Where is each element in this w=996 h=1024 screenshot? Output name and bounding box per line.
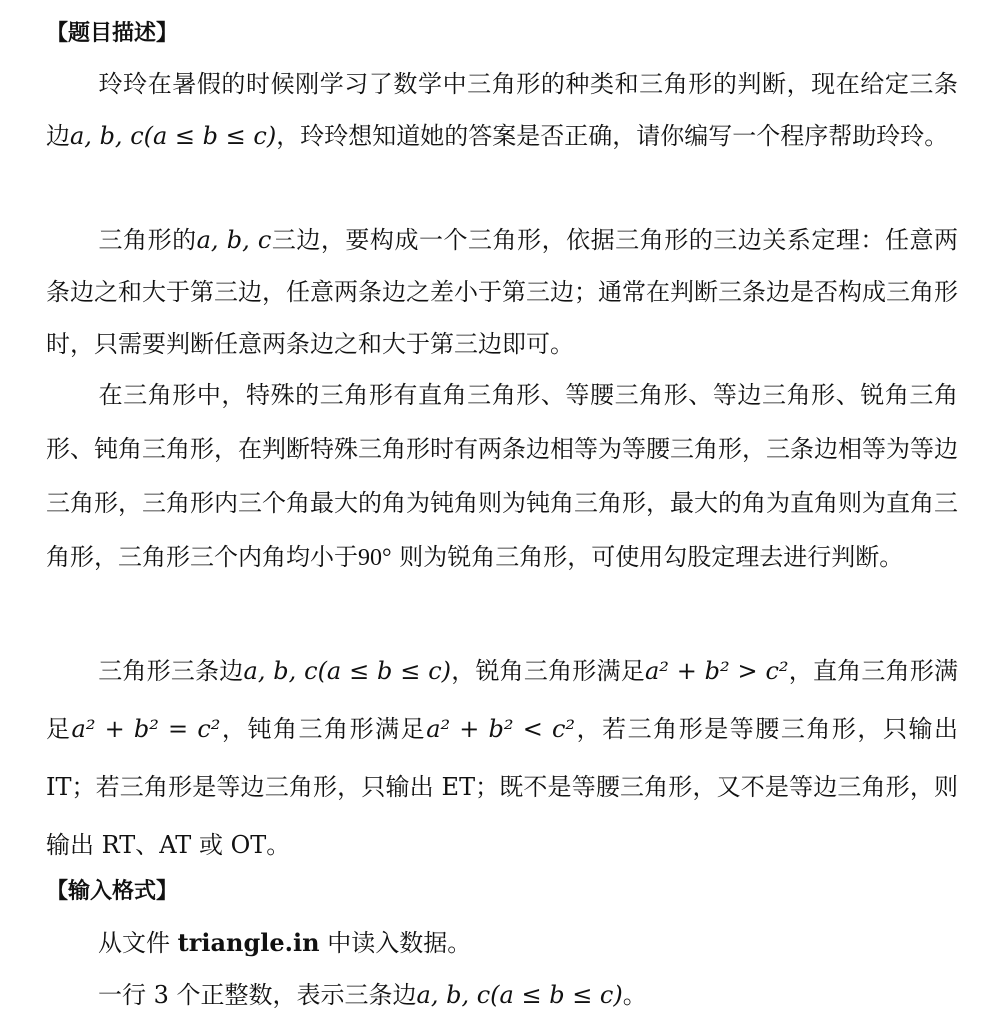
math-sides: a, b, c(a ≤ b ≤ c) <box>416 981 623 1009</box>
paragraph-text: 则为锐角三角形，可使用勾股定理去进行判断。 <box>391 543 904 571</box>
math-sides: a, b, c <box>196 226 272 254</box>
paragraph-classification <box>46 642 958 874</box>
paragraph-text: ，玲玲想知道她的答案是否正确，请你编写一个程序帮助玲玲。 <box>276 122 949 150</box>
paragraph-text: 玲玲在暑假的时候刚学习了数学中三角形的种类和三角形的判断，现在给定三条边 <box>46 70 958 150</box>
input-line-file <box>98 926 471 960</box>
math-sides: a, b, c(a ≤ b ≤ c) <box>70 122 277 150</box>
paragraph-text: ，直角三角形满足 <box>46 657 959 743</box>
heading-input-format: 【输入格式】 <box>46 878 179 904</box>
math-acute-condition: a² + b² > c² <box>644 657 789 685</box>
paragraph-special-triangles <box>46 368 958 585</box>
line-text: 从文件 <box>98 929 178 957</box>
paragraph-text: 三角形三条边 <box>98 657 244 685</box>
line-text: 。 <box>622 981 647 1009</box>
math-right-condition: a² + b² = c² <box>71 715 221 743</box>
paragraph-triangle-rule <box>46 214 958 370</box>
paragraph-text: 在三角形中，特殊的三角形有直角三角形、等腰三角形、等边三角形、锐角三角形、钝角三角形，在判断特殊三角形时有两条边相等为等腰三角形，三条边相等为等边三角形，三角形内三个角最大的角为钝角则为钝角三角形，最大的角为直角则为直角三角形，三角形三个内角均小于 <box>46 381 958 571</box>
math-sides: a, b, c(a ≤ b ≤ c) <box>243 657 452 685</box>
paragraph-text: ，若三角形是等腰三角形，只输出 IT；若三角形是等边三角形，只输出 ET；既不是等腰三角形，又不是等边三角形，则输出 RT、AT 或 OT。 <box>46 715 959 859</box>
paragraph-intro <box>46 58 958 162</box>
input-line-values <box>98 978 647 1012</box>
heading-description: 【题目描述】 <box>46 20 179 46</box>
line-text: 中读入数据。 <box>319 929 472 957</box>
paragraph-text: 三角形的 <box>98 226 197 254</box>
paragraph-text: ，锐角三角形满足 <box>451 657 645 685</box>
paragraph-text: ，钝角三角形满足 <box>220 715 427 743</box>
input-filename: triangle.in <box>177 928 320 957</box>
paragraph-text: 三边，要构成一个三角形，依据三角形的三边关系定理：任意两条边之和大于第三边，任意两条边之差小于第三边；通常在判断三条边是否构成三角形时，只需要判断任意两条边之和大于第三边即可。 <box>46 226 958 358</box>
math-obtuse-condition: a² + b² < c² <box>426 715 576 743</box>
angle-value: 90° <box>358 545 392 571</box>
line-text: 一行 3 个正整数，表示三条边 <box>98 981 417 1009</box>
